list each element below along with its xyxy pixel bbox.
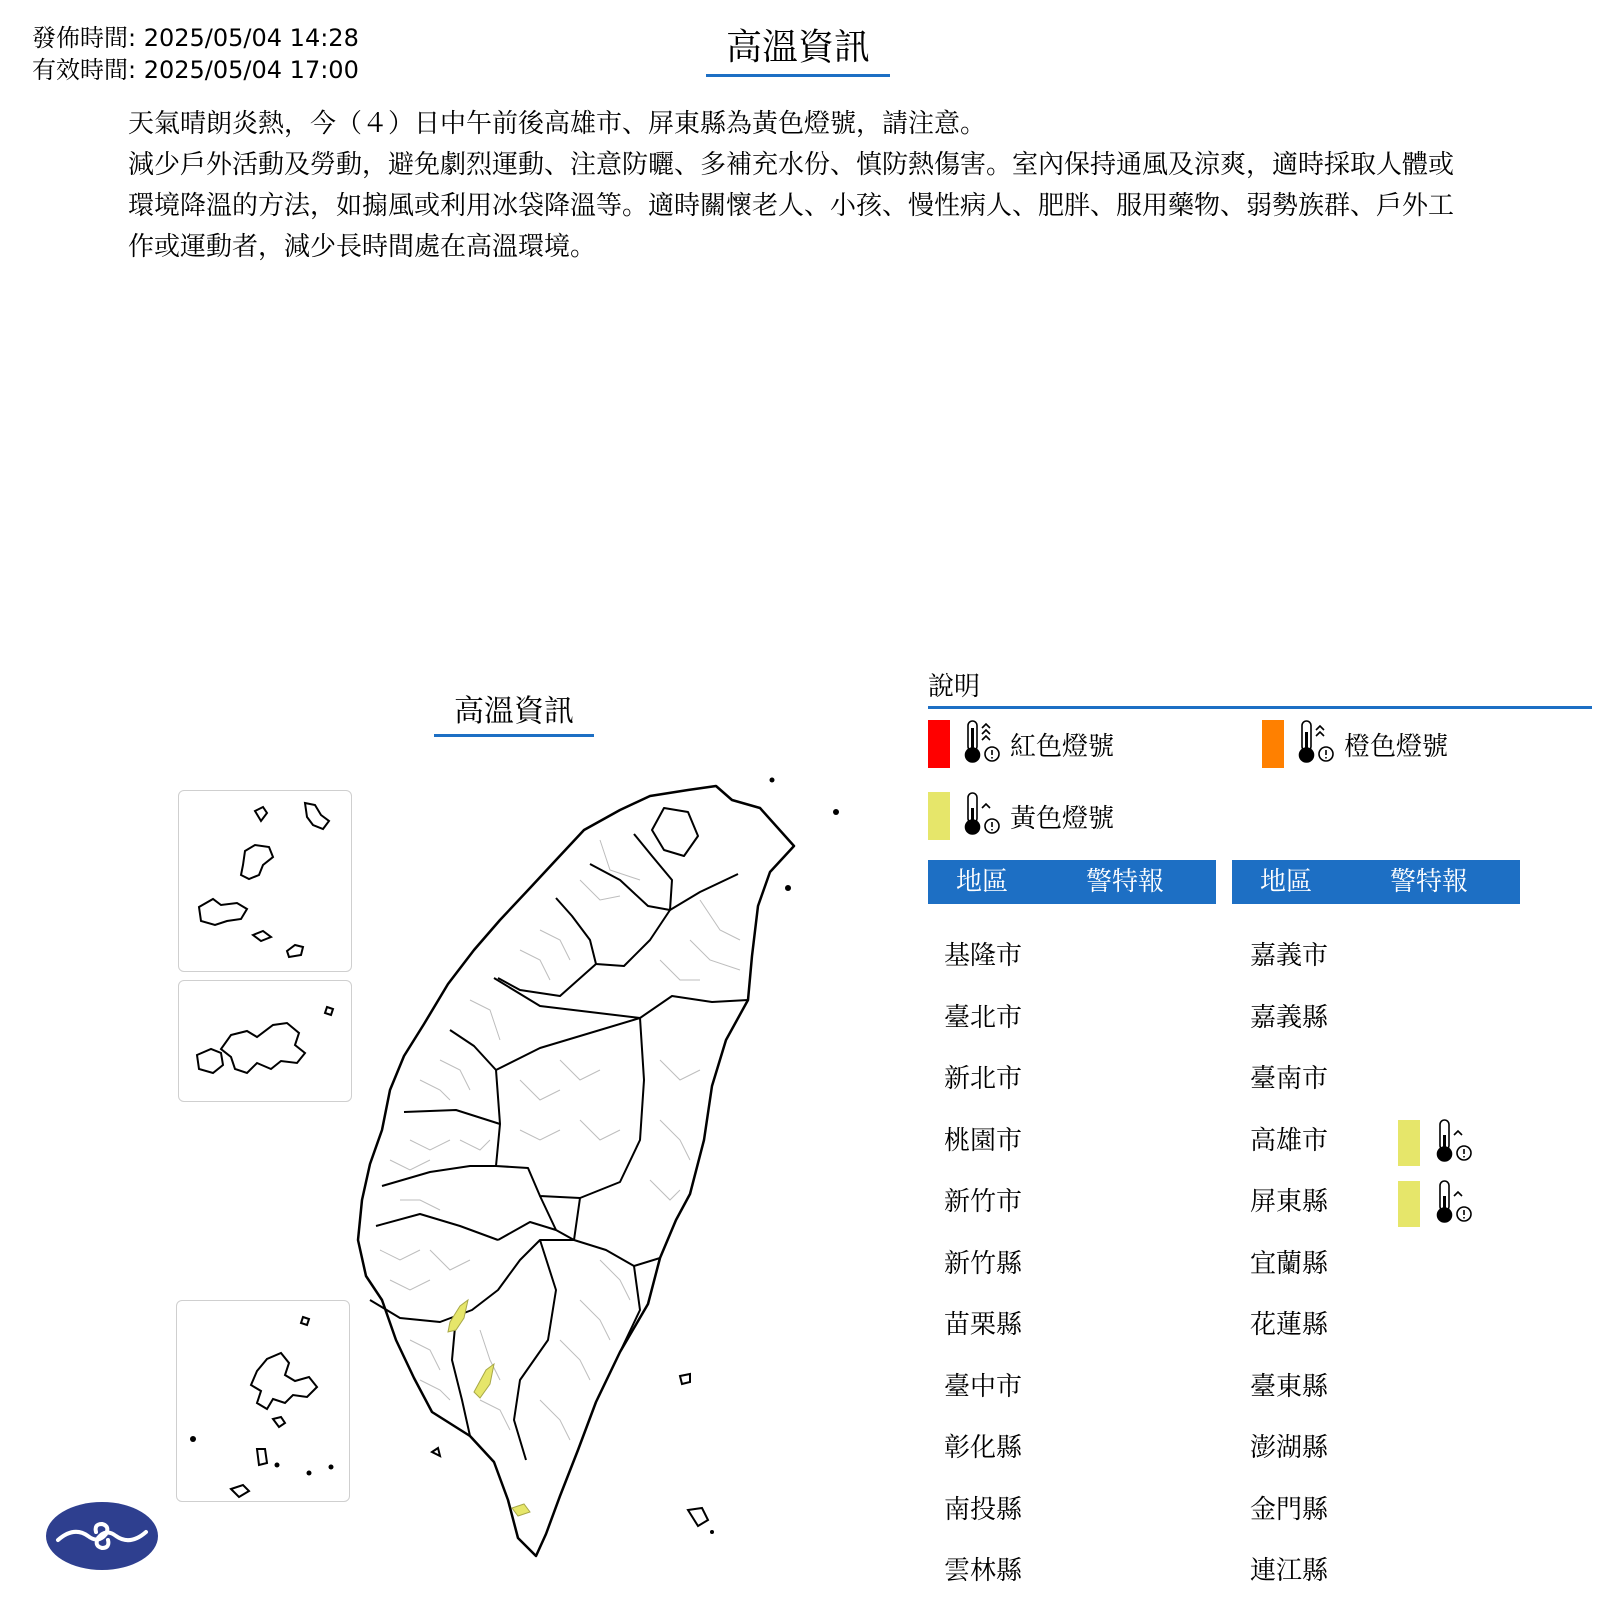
col-region-left: 地區 [956, 867, 1009, 897]
region-name: 苗栗縣 [944, 1310, 1023, 1340]
region-name: 嘉義市 [1250, 941, 1329, 971]
region-name: 屏東縣 [1250, 1187, 1329, 1217]
orange-swatch [1262, 720, 1284, 768]
summary-line-2: 減少戶外活動及勞動，避免劇烈運動、注意防曬、多補充水份、慎防熱傷害。室內保持通風及涼爽，適時採取人體或環境降溫的方法，如搧風或利用冰袋降溫等。適時關懷老人、小孩、慢性病人、肥胖、服用藥物、弱勢族群、戶外工作或運動者，減少長時間處在高溫環境。 [128, 150, 1455, 262]
region-name: 南投縣 [944, 1494, 1023, 1525]
yellow-swatch [928, 792, 950, 840]
map-title: 高溫資訊 [434, 690, 594, 737]
region-name: 嘉義縣 [1250, 1002, 1329, 1033]
region-name: 澎湖縣 [1250, 1433, 1329, 1463]
red-swatch [928, 720, 950, 768]
region-name: 花蓮縣 [1250, 1310, 1329, 1340]
region-name: 新北市 [944, 1064, 1023, 1094]
legend-label-yellow: 黃色燈號 [1010, 803, 1115, 834]
legend-label-red: 紅色燈號 [1010, 731, 1115, 762]
region-name: 宜蘭縣 [1250, 1248, 1329, 1279]
col-alert-left: 警特報 [1086, 867, 1165, 897]
legend-label-orange: 橙色燈號 [1344, 731, 1449, 762]
region-name: 連江縣 [1250, 1556, 1329, 1586]
yellow-swatch [1398, 1181, 1420, 1227]
legend-red [928, 720, 1114, 768]
region-name: 新竹縣 [944, 1248, 1023, 1279]
region-name: 臺南市 [1250, 1064, 1329, 1094]
region-name: 臺中市 [944, 1371, 1023, 1402]
region-name: 金門縣 [1250, 1494, 1329, 1525]
region-name: 臺東縣 [1250, 1371, 1329, 1402]
region-name: 臺北市 [944, 1002, 1023, 1033]
thermometer-alert-1-icon [958, 790, 1002, 842]
region-name: 基隆市 [944, 941, 1023, 971]
yellow-swatch [1398, 1120, 1420, 1166]
region-name: 新竹市 [944, 1187, 1023, 1217]
thermometer-alert-1-icon [1430, 1117, 1474, 1169]
region-name: 桃園市 [944, 1125, 1023, 1156]
thermometer-alert-2-icon [1292, 718, 1336, 770]
thermometer-alert-3-icon [958, 718, 1002, 770]
col-region-right: 地區 [1260, 867, 1313, 897]
region-name: 彰化縣 [944, 1433, 1023, 1463]
region-name: 雲林縣 [944, 1556, 1023, 1586]
table-header-right [1232, 860, 1520, 904]
table-header-left [928, 860, 1216, 904]
summary-line-1: 天氣晴朗炎熱，今（４）日中午前後高雄市、屏東縣為黃色燈號，請注意。 [128, 109, 987, 139]
issue-time: 發佈時間: 2025/05/04 14:28 [32, 24, 359, 52]
region-name: 高雄市 [1250, 1125, 1329, 1156]
legend-orange [1262, 720, 1448, 768]
legend-yellow [928, 792, 1114, 840]
col-alert-right: 警特報 [1390, 867, 1469, 897]
legend-title: 說明 [928, 668, 1592, 709]
yellow-alert-mark [1398, 1178, 1474, 1230]
taiwan-main-island [358, 786, 794, 1556]
valid-time: 有效時間: 2025/05/04 17:00 [32, 56, 359, 84]
thermometer-alert-1-icon [1430, 1178, 1474, 1230]
page-title: 高溫資訊 [706, 22, 890, 77]
cwa-logo [44, 1500, 160, 1572]
yellow-alert-mark [1398, 1117, 1474, 1169]
